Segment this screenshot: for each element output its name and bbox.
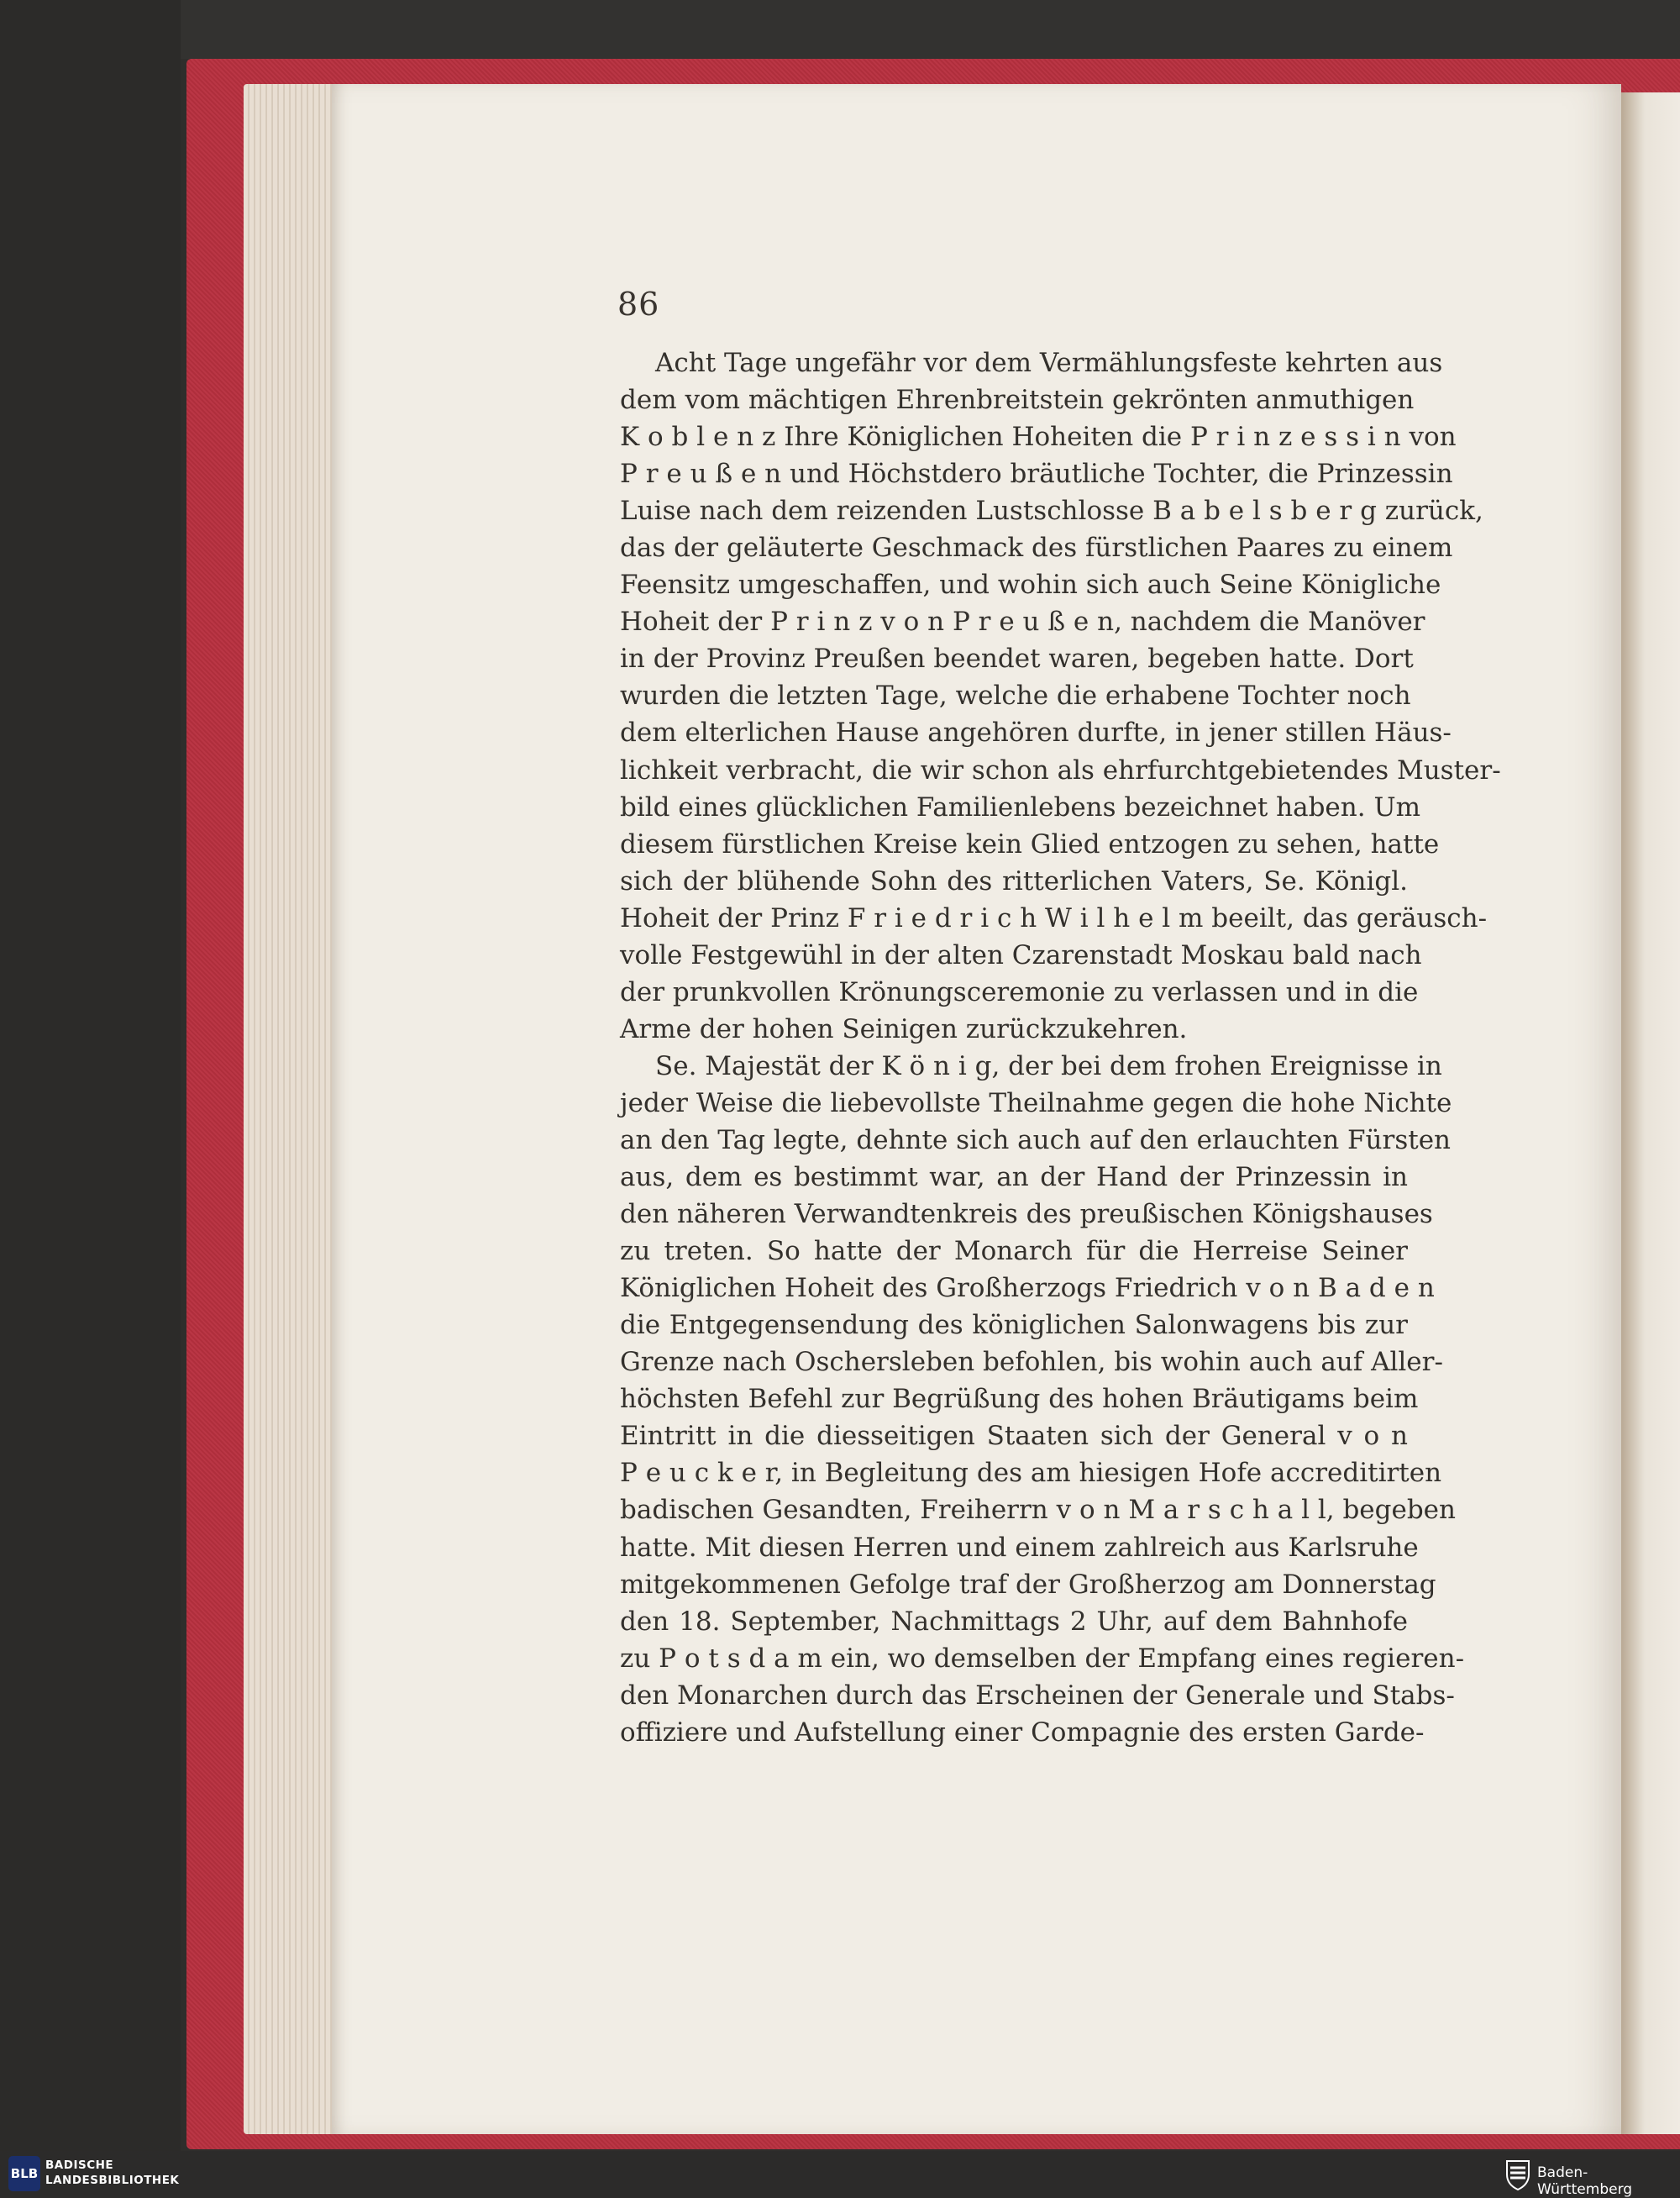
text-line: Luise nach dem reizenden Lustschlosse B a b e l s b e r g zurück,	[620, 496, 1483, 527]
text-line: volle Festgewühl in der alten Czarenstadt Moskau bald nach	[620, 939, 1422, 970]
text-line: diesem fürstlichen Kreise kein Glied entzogen zu sehen, hatte	[620, 828, 1440, 860]
text-line: Eintritt in die diesseitigen Staaten sich der General v o n	[620, 1421, 1408, 1452]
blb-logo[interactable]: BLB	[8, 2156, 40, 2191]
text-line: höchsten Befehl zur Begrüßung des hohen Bräutigams beim	[620, 1384, 1419, 1415]
body-text	[620, 344, 1501, 1751]
text-line: sich der blühende Sohn des ritterlichen Vaters, Se. Königl.	[620, 865, 1408, 897]
text-line: aus, dem es bestimmt war, an der Hand der Prinzessin in	[620, 1162, 1408, 1193]
text-line: den näheren Verwandtenkreis des preußischen Königshauses	[620, 1199, 1433, 1230]
text-line: die Entgegensendung des königlichen Salonwagens bis zur	[620, 1310, 1408, 1341]
text-line: wurden die letzten Tage, welche die erhabene Tochter noch	[620, 681, 1411, 712]
text-line: das der geläuterte Geschmack des fürstlichen Paares zu einem	[620, 533, 1453, 564]
text-line: Hoheit der Prinz F r i e d r i c h W i l h e l m beeilt, das geräusch-	[620, 902, 1488, 933]
scan-backdrop-top	[0, 0, 1680, 59]
text-line: mitgekommenen Gefolge traf der Großherzog am Donnerstag	[620, 1569, 1436, 1600]
page-edges	[244, 84, 344, 2134]
library-name-line-2: LANDESBIBLIOTHEK	[45, 2174, 180, 2187]
text-line: lichkeit verbracht, die wir schon als ehrfurchtgebietendes Muster-	[620, 755, 1501, 786]
text-line: P r e u ß e n und Höchstdero bräutliche Tochter, die Prinzessin	[620, 459, 1453, 490]
text-line: in der Provinz Preußen beendet waren, begeben hatte. Dort	[620, 644, 1414, 675]
facing-page-edge	[1621, 92, 1680, 2134]
text-line: dem vom mächtigen Ehrenbreitstein gekrönten anmuthigen	[620, 385, 1415, 416]
page-number: 86	[617, 286, 660, 323]
text-line: an den Tag legte, dehnte sich auch auf den erlauchten Fürsten	[620, 1124, 1452, 1155]
text-line: hatte. Mit diesen Herren und einem zahlreich aus Karlsruhe	[620, 1532, 1419, 1563]
text-line: Königlichen Hoheit des Großherzogs Friedrich v o n B a d e n	[620, 1273, 1435, 1304]
text-line: Arme der hohen Seinigen zurückzukehren.	[620, 1013, 1188, 1044]
text-line: P e u c k e r, in Begleitung des am hiesigen Hofe accreditirten	[620, 1458, 1442, 1489]
text-line: den Monarchen durch das Erscheinen der Generale und Stabs-	[620, 1680, 1455, 1711]
text-line: Hoheit der P r i n z v o n P r e u ß e n, nachdem die Manöver	[620, 607, 1425, 638]
scan-backdrop-left	[0, 0, 181, 2151]
text-line: Grenze nach Oschersleben befohlen, bis wohin auch auf Aller-	[620, 1347, 1443, 1378]
text-line: der prunkvollen Krönungsceremonie zu verlassen und in die	[620, 976, 1419, 1007]
text-line: zu treten. So hatte der Monarch für die Herreise Seiner	[620, 1236, 1408, 1267]
text-line: dem elterlichen Hause angehören durfte, in jener stillen Häus-	[620, 718, 1452, 749]
text-line: offiziere und Aufstellung einer Compagnie des ersten Garde-	[620, 1717, 1425, 1748]
footer-bar	[0, 2151, 1680, 2198]
text-line: jeder Weise die liebevollste Theilnahme gegen die hohe Nichte	[620, 1087, 1452, 1118]
text-line: Acht Tage ungefähr vor dem Vermählungsfeste kehrten aus	[655, 348, 1443, 378]
text-line: den 18. September, Nachmittags 2 Uhr, auf dem Bahnhofe	[620, 1606, 1408, 1637]
text-line: bild eines glücklichen Familienlebens bezeichnet haben. Um	[620, 791, 1420, 823]
state-name: Baden-Württemberg	[1537, 2164, 1633, 2198]
text-line: Feensitz umgeschaffen, und wohin sich auch Seine Königliche	[620, 570, 1441, 601]
text-line: badischen Gesandten, Freiherrn v o n M a r s c h a l l, begeben	[620, 1495, 1456, 1526]
library-name	[45, 2158, 179, 2188]
text-line: K o b l e n z Ihre Königlichen Hoheiten die P r i n z e s s i n von	[620, 422, 1457, 453]
library-name-line-1: BADISCHE	[45, 2159, 114, 2172]
coat-of-arms-icon	[1504, 2156, 1532, 2191]
text-line: zu P o t s d a m ein, wo demselben der Empfang eines regieren-	[620, 1643, 1465, 1674]
text-line: Se. Majestät der K ö n i g, der bei dem frohen Ereignisse in	[655, 1050, 1442, 1081]
